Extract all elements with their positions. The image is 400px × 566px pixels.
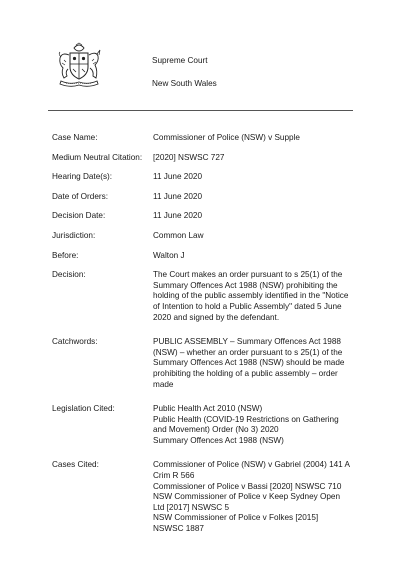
- detail-value-line: Public Health (COVID-19 Restrictions on Gathering: [153, 414, 339, 424]
- detail-value-line: Public Health Act 2010 (NSW): [153, 404, 263, 414]
- detail-value-line: Commissioner of Police v Bassi [2020] NSWSC 710: [153, 481, 342, 491]
- detail-value: [153, 404, 352, 446]
- detail-value-line: prohibiting the holding of a public assembly – order: [153, 368, 338, 378]
- court-name-line2: New South Wales: [152, 79, 217, 88]
- detail-row-date-of-orders: [52, 192, 352, 203]
- detail-value-line: and Movement) Order (No 3) 2020: [153, 425, 279, 435]
- detail-value-line: Commissioner of Police (NSW) v Supple: [153, 133, 300, 142]
- detail-value-line: of Intention to hold a Public Assembly" dated 5 June: [153, 301, 342, 311]
- detail-value-line: NSW Commissioner of Police v Folkes [2015]: [153, 513, 319, 523]
- detail-label: Medium Neutral Citation:: [52, 152, 143, 162]
- detail-label: Case Name:: [52, 133, 98, 142]
- detail-value: [153, 251, 352, 262]
- detail-value: [153, 192, 352, 203]
- detail-value-line: The Court makes an order pursuant to s 25(1) of the: [153, 270, 343, 280]
- detail-label: Before:: [52, 250, 79, 260]
- coat-of-arms-icon: [55, 42, 103, 88]
- detail-row-decision-date: [52, 211, 352, 222]
- detail-label: Catchwords:: [52, 337, 98, 347]
- detail-value-line: Summary Offences Act 1988 (NSW): [153, 435, 284, 445]
- detail-value-line: Ltd [2017] NSWSC 5: [153, 502, 229, 512]
- detail-value-line: 2020 and signed by the defendant.: [153, 312, 280, 322]
- detail-row-hearing-dates: [52, 172, 352, 183]
- detail-value: [153, 337, 352, 390]
- detail-value-line: 11 June 2020: [153, 211, 203, 221]
- detail-value-line: Crim R 566: [153, 471, 195, 481]
- detail-value-line: NSW Commissioner of Police v Keep Sydney Open: [153, 492, 341, 502]
- detail-value-line: made: [153, 379, 174, 389]
- detail-row-before: [52, 251, 352, 262]
- detail-value: [153, 211, 352, 222]
- detail-value-line: Walton J: [153, 250, 185, 260]
- detail-row-jurisdiction: [52, 231, 352, 242]
- detail-value-line: Summary Offences Act 1988 (NSW) should be made: [153, 358, 345, 368]
- detail-label: Hearing Date(s):: [52, 172, 113, 182]
- detail-label: Decision Date:: [52, 211, 106, 221]
- detail-row-medium-neutral-citation: [52, 153, 352, 164]
- detail-row-cases-cited: [52, 460, 352, 534]
- detail-row-case-name: [52, 133, 352, 144]
- detail-value-line: NSWSC 1887: [153, 524, 204, 534]
- header-divider: [48, 110, 353, 111]
- case-details-table: [52, 133, 352, 549]
- detail-value: [153, 231, 352, 242]
- court-name-line1: Supreme Court: [152, 56, 208, 65]
- detail-value: [153, 133, 352, 144]
- detail-value-line: Summary Offences Act 1988 (NSW) prohibiting the: [153, 280, 338, 290]
- detail-label: Decision:: [52, 270, 86, 280]
- detail-value: [153, 460, 352, 534]
- detail-value-line: holding of the public assembly identified in the "Notice: [153, 291, 349, 301]
- detail-value-line: 11 June 2020: [153, 172, 203, 182]
- detail-label: Date of Orders:: [52, 191, 108, 201]
- detail-row-legislation-cited: [52, 404, 352, 446]
- detail-value: [153, 153, 352, 164]
- detail-value: [153, 172, 352, 183]
- detail-value-line: Commissioner of Police (NSW) v Gabriel (2004) 141 A: [153, 460, 351, 470]
- detail-value: [153, 270, 352, 323]
- detail-value-line: 11 June 2020: [153, 191, 203, 201]
- detail-value-line: (NSW) – whether an order pursuant to s 25(1) of the: [153, 347, 343, 357]
- detail-row-decision: [52, 270, 352, 323]
- detail-label: Legislation Cited:: [52, 404, 115, 414]
- detail-value-line: PUBLIC ASSEMBLY – Summary Offences Act 1988: [153, 337, 341, 347]
- detail-value-line: [2020] NSWSC 727: [153, 152, 225, 162]
- detail-row-catchwords: [52, 337, 352, 390]
- detail-label: Cases Cited:: [52, 460, 99, 470]
- detail-label: Jurisdiction:: [52, 230, 96, 240]
- detail-value-line: Common Law: [153, 230, 204, 240]
